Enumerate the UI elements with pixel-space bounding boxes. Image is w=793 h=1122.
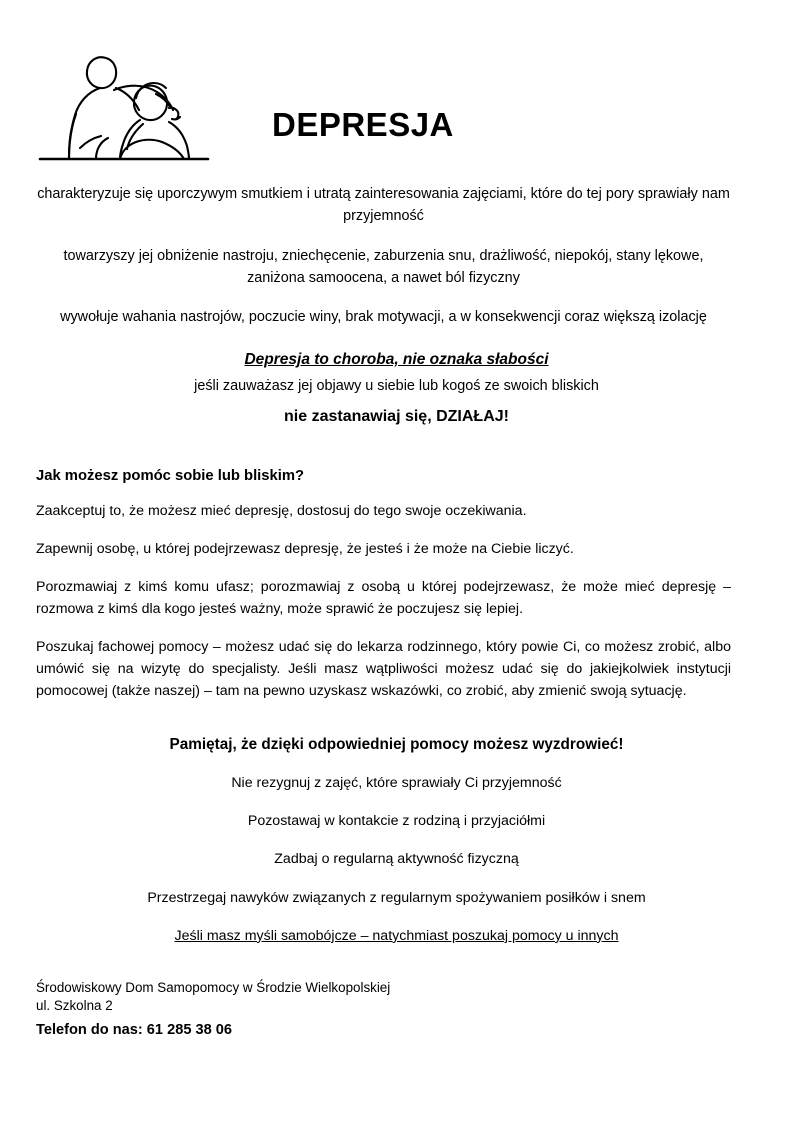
slogan-call-to-action: nie zastanawiaj się, DZIAŁAJ!: [284, 407, 509, 425]
intro-paragraph: towarzyszy jej obniżenie nastroju, zniechęcenie, zaburzenia snu, drażliwość, niepokój, stany lękowe, zaniżona samoocena, a nawet ból fizyczny: [63, 247, 704, 286]
organization-address: ul. Szkolna 2: [36, 997, 113, 1013]
embracing-couple-illustration: [36, 28, 251, 166]
organization-name: Środowiskowy Dom Samopomocy w Środzie Wielkopolskiej: [36, 979, 391, 995]
slogan-subtext: jeśli zauważasz jej objawy u siebie lub kogoś ze swoich bliskich: [194, 377, 599, 394]
intro-paragraph: wywołuje wahania nastrojów, poczucie winy, brak motywacji, a w konsekwencji coraz większą izolację: [60, 309, 707, 326]
help-paragraph: Zapewnij osobę, u której podejrzewasz depresję, że jesteś i że może na Ciebie liczyć.: [36, 540, 574, 557]
help-paragraph: Porozmawiaj z kimś komu ufasz; porozmawiaj z osobą u której podejrzewasz, że może mieć depresję – rozmowa z kimś dla kogo jesteś ważny, może sprawić że poczujesz się lepiej.: [36, 578, 731, 617]
remember-heading: Pamiętaj, że dzięki odpowiedniej pomocy możesz wyzdrowieć!: [169, 735, 624, 753]
help-paragraph: Poszukaj fachowej pomocy – możesz udać się do lekarza rodzinnego, który powie Ci, co możesz zrobić, albo umówić się na wizytę do specjalisty. Jeśli masz wątpliwości możesz udać się do jakiejkolwiek instytucji pomocowej (także naszej) – tam na pewno uzyskasz wskazówki, co zrobić, aby zmienić swoją sytuację.: [36, 638, 731, 699]
list-item: Przestrzegaj nawyków związanych z regularnym spożywaniem posiłków i snem: [147, 889, 646, 906]
list-item: Zadbaj o regularną aktywność fizyczną: [274, 851, 519, 868]
contact-phone: Telefon do nas: 61 285 38 06: [36, 1022, 233, 1038]
remember-list: [36, 773, 757, 947]
help-paragraph: Zaakceptuj to, że możesz mieć depresję, dostosuj do tego swoje oczekiwania.: [36, 502, 527, 519]
page-title: DEPRESJA: [272, 106, 454, 143]
list-item: Pozostawaj w kontakcie z rodziną i przyjaciółmi: [247, 812, 546, 829]
intro-paragraph: charakteryzuje się uporczywym smutkiem i utratą zainteresowania zajęciami, które do tej pory sprawiały nam przyjemność: [37, 186, 730, 225]
list-item: Nie rezygnuj z zajęć, które sprawiały Ci przyjemność: [231, 774, 562, 791]
poster-header: [0, 0, 793, 175]
footer-contact: [36, 979, 390, 1038]
intro-section: [36, 183, 731, 329]
help-section: [36, 468, 731, 702]
slogan-headline: Depresja to choroba, nie oznaka słabości: [244, 350, 549, 368]
help-heading: Jak możesz pomóc sobie lub bliskim?: [36, 467, 305, 484]
list-item-suicide-warning: Jeśli masz myśli samobójcze – natychmiast poszukaj pomocy u innych: [174, 927, 619, 944]
slogan-section: [36, 351, 757, 426]
remember-section: [36, 736, 757, 947]
